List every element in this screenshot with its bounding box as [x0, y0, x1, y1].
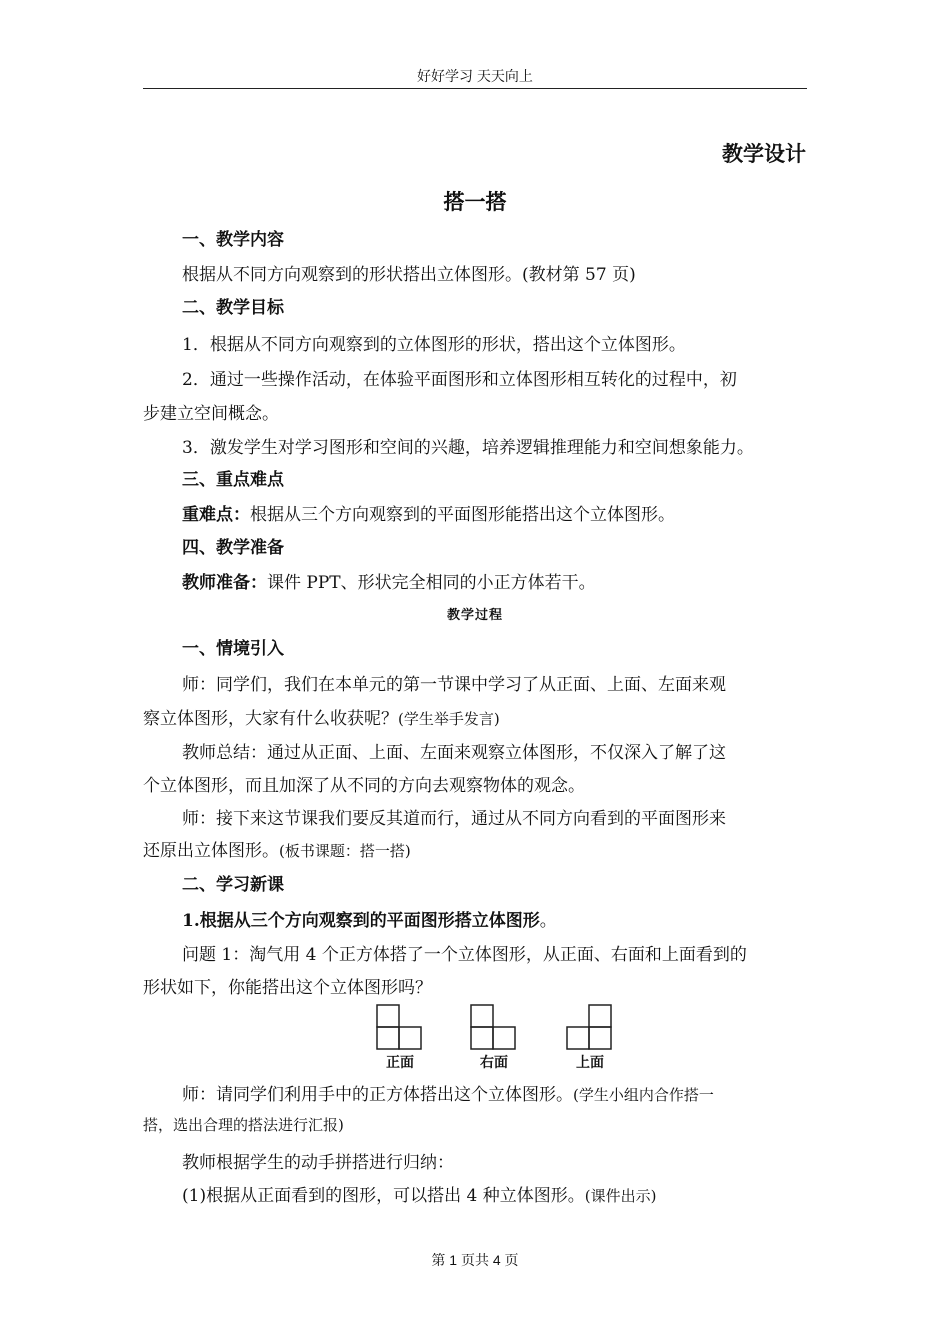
process-heading-new-lesson: 二、学习新课 — [182, 875, 284, 895]
three-views-figure — [370, 1000, 620, 1052]
preparation-label: 教师准备： — [182, 573, 267, 593]
right-view-label: 右面 — [480, 1055, 508, 1071]
top-view-shape — [567, 1005, 611, 1049]
intro-teacher-line-2 — [143, 704, 500, 729]
subheading-1-end: 。 — [539, 911, 557, 931]
goal-2-line-1: 2．通过一些操作活动，在体验平面图形和立体图形相互转化的过程中，初 — [182, 370, 737, 390]
activity-note-2: 搭，选出合理的搭法进行汇报) — [143, 1116, 344, 1134]
key-points-text: 根据从三个方向观察到的平面图形能搭出这个立体图形。 — [250, 505, 675, 525]
point-1-text: (1)根据从正面看到的图形，可以搭出 4 种立体图形。 — [182, 1186, 585, 1206]
point-1-line — [182, 1181, 656, 1206]
point-1-note: (课件出示) — [584, 1187, 657, 1205]
content-text: 根据从不同方向观察到的形状搭出立体图形。(教材第 57 页) — [182, 265, 636, 285]
key-points-label: 重难点： — [182, 505, 250, 525]
teacher-summary-intro: 教师根据学生的动手拼搭进行归纳： — [182, 1153, 454, 1173]
section-heading-preparation: 四、教学准备 — [182, 538, 284, 558]
lesson-title: 搭一搭 — [443, 189, 507, 214]
process-title: 教学过程 — [446, 608, 503, 623]
intro-note: (学生举手发言) — [398, 710, 500, 728]
intro-teacher-line-1: 师：同学们，我们在本单元的第一节课中学习了从正面、上面、左面来观 — [182, 675, 726, 695]
activity-note-1: (学生小组内合作搭一 — [573, 1086, 714, 1104]
section-heading-content: 一、教学内容 — [182, 230, 284, 250]
subheading-line — [182, 906, 557, 931]
goal-2-line-2: 步建立空间概念。 — [143, 404, 279, 424]
activity-text: 师：请同学们利用手中的正方体搭出这个立体图形。 — [182, 1085, 573, 1105]
transition-line-2 — [143, 836, 411, 861]
activity-line-1 — [182, 1080, 714, 1105]
page-footer: 第 1 页共 4 页 — [431, 1252, 519, 1268]
question-1-line-1: 问题 1：淘气用 4 个正方体搭了一个立体图形，从正面、右面和上面看到的 — [182, 945, 747, 965]
page-header: 好好学习 天天向上 — [417, 68, 533, 84]
right-view-shape — [471, 1005, 515, 1049]
preparation-text: 课件 PPT、形状完全相同的小正方体若干。 — [267, 573, 596, 593]
document-type: 教学设计 — [722, 141, 806, 166]
intro-question: 察立体图形，大家有什么收获呢？ — [143, 709, 398, 729]
top-view-label: 上面 — [576, 1055, 604, 1071]
subheading-1: 1.根据从三个方向观察到的平面图形搭立体图形 — [182, 911, 540, 931]
summary-line-2: 个立体图形，而且加深了从不同的方向去观察物体的观念。 — [143, 776, 585, 796]
question-1-line-2: 形状如下，你能搭出这个立体图形吗？ — [143, 978, 432, 998]
front-view-shape — [377, 1005, 421, 1049]
front-view-label: 正面 — [386, 1055, 414, 1071]
section-heading-goals: 二、教学目标 — [182, 298, 284, 318]
board-note: (板书课题：搭一搭) — [279, 842, 411, 860]
summary-line-1: 教师总结：通过从正面、上面、左面来观察立体图形，不仅深入了解了这 — [182, 743, 726, 763]
key-points-line — [182, 500, 675, 525]
preparation-line — [182, 568, 596, 593]
header-rule — [143, 88, 807, 89]
goal-3: 3．激发学生对学习图形和空间的兴趣，培养逻辑推理能力和空间想象能力。 — [182, 438, 754, 458]
transition-text: 还原出立体图形。 — [143, 841, 279, 861]
process-heading-intro: 一、情境引入 — [182, 639, 284, 659]
goal-1: 1．根据从不同方向观察到的立体图形的形状，搭出这个立体图形。 — [182, 335, 686, 355]
section-heading-key-points: 三、重点难点 — [182, 470, 284, 490]
transition-line-1: 师：接下来这节课我们要反其道而行，通过从不同方向看到的平面图形来 — [182, 809, 726, 829]
